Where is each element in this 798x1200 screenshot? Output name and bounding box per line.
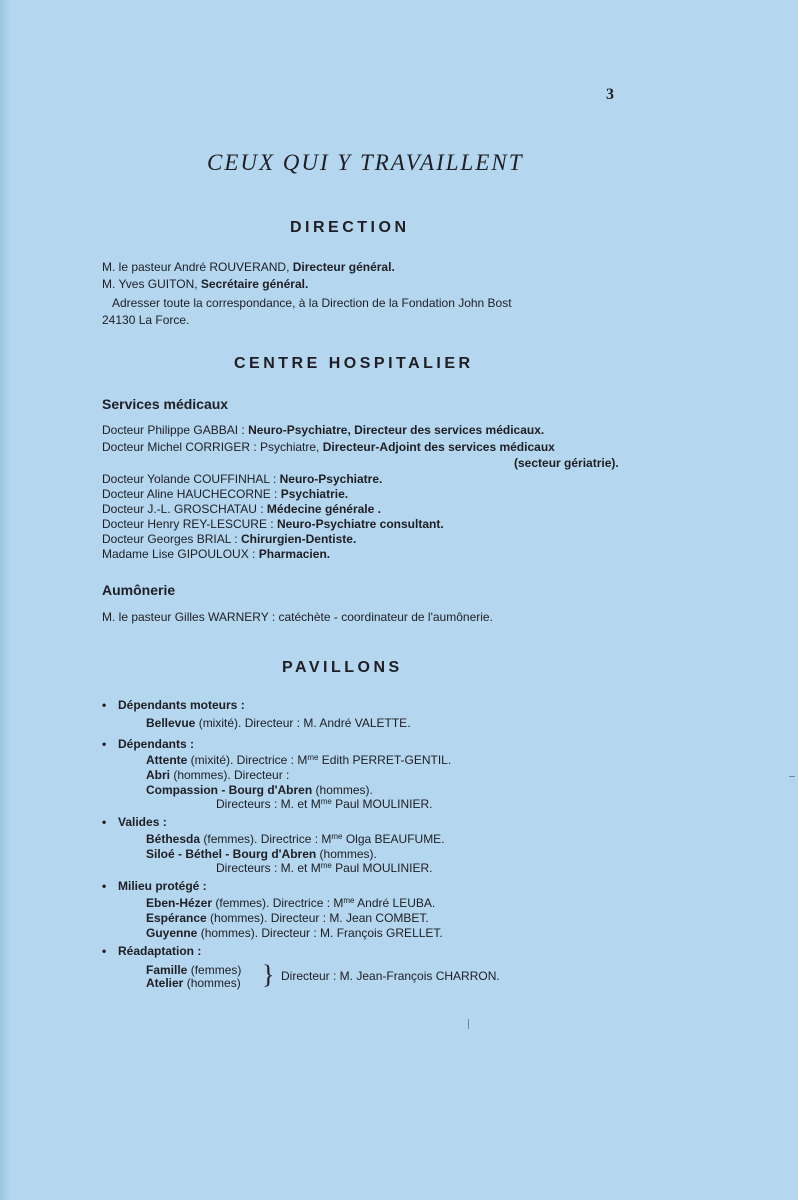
brace-icon: }	[262, 960, 275, 989]
pavillons-heading: PAVILLONS	[282, 659, 403, 676]
services-medicaux-heading: Services médicaux	[102, 396, 229, 412]
pavilion-abri: Abri (hommes). Directeur :	[146, 768, 290, 782]
category-valides: • Valides :	[102, 815, 167, 829]
pavilion-esperance: Espérance (hommes). Directeur : M. Jean COMBET.	[146, 911, 429, 925]
service-line: Madame Lise GIPOULOUX : Pharmacien.	[102, 547, 331, 561]
pavilion-atelier: Atelier (hommes)	[146, 976, 241, 990]
pavilion-siloe: Siloé - Béthel - Bourg d'Abren (hommes).	[146, 847, 377, 861]
direction-line-1: M. le pasteur André ROUVERAND, Directeur général.	[102, 260, 395, 274]
page-number: 3	[606, 86, 614, 103]
service-line: Docteur Michel CORRIGER : Psychiatre, Directeur-Adjoint des services médicaux	[102, 440, 555, 454]
category-readaptation: • Réadaptation :	[102, 944, 202, 958]
bullet-dot: •	[102, 944, 107, 958]
page-left-edge	[0, 0, 10, 1200]
bullet-dot: •	[102, 879, 107, 893]
direction-heading: DIRECTION	[290, 219, 410, 236]
pavilion-compassion-directors: Directeurs : M. et $M^{me}$ Paul MOULINIER.	[216, 797, 433, 811]
category-milieu-protege: • Milieu protégé :	[102, 879, 207, 893]
service-line: Docteur Yolande COUFFINHAL : Neuro-Psychiatre.	[102, 472, 383, 486]
pavilion-bellevue: Bellevue (mixité). Directeur : M. André VALETTE.	[146, 716, 411, 730]
pavilion-attente: Attente (mixité). Directrice : $M^{me}$ Edith PERRET-GENTIL.	[146, 753, 452, 767]
direction-line-3: Adresser toute la correspondance, à la Direction de la Fondation John Bost	[112, 296, 512, 310]
aumonerie-line: M. le pasteur Gilles WARNERY : catéchète - coordinateur de l'aumônerie.	[102, 610, 493, 624]
service-line: Docteur Philippe GABBAI : Neuro-Psychiatre, Directeur des services médicaux.	[102, 423, 545, 437]
service-line: Docteur Henry REY-LESCURE : Neuro-Psychiatre consultant.	[102, 517, 444, 531]
aumonerie-heading: Aumônerie	[102, 582, 176, 598]
service-line: (secteur gériatrie).	[514, 456, 619, 470]
direction-line-2: M. Yves GUITON, Secrétaire général.	[102, 277, 309, 291]
centre-hospitalier-heading: CENTRE HOSPITALIER	[234, 355, 474, 372]
pavilion-siloe-directors: Directeurs : M. et $M^{me}$ Paul MOULINIER.	[216, 861, 433, 875]
page-title: CEUX QUI Y TRAVAILLENT	[207, 150, 524, 175]
readaptation-director: Directeur : M. Jean-François CHARRON.	[281, 969, 500, 983]
pavilion-eben-hezer: Eben-Hézer (femmes). Directrice : $M^{me}$ André LEUBA.	[146, 896, 436, 910]
service-line: Docteur Georges BRIAL : Chirurgien-Dentiste.	[102, 532, 357, 546]
margin-mark	[468, 1019, 469, 1029]
service-line: Docteur Aline HAUCHECORNE : Psychiatrie.	[102, 487, 349, 501]
bullet-dot: •	[102, 737, 107, 751]
pavilion-guyenne: Guyenne (hommes). Directeur : M. François GRELLET.	[146, 926, 443, 940]
category-dependants-moteurs: • Dépendants moteurs :	[102, 698, 245, 712]
pavilion-bethesda: Béthesda (femmes). Directrice : $M^{me}$ Olga BEAUFUME.	[146, 832, 445, 846]
service-line: Docteur J.-L. GROSCHATAU : Médecine générale .	[102, 502, 381, 516]
bullet-dot: •	[102, 698, 107, 712]
direction-line-4: 24130 La Force.	[102, 313, 190, 327]
margin-mark	[789, 776, 795, 777]
bullet-dot: •	[102, 815, 107, 829]
pavilion-famille: Famille (femmes)	[146, 963, 242, 977]
pavilion-compassion: Compassion - Bourg d'Abren (hommes).	[146, 783, 373, 797]
category-dependants: • Dépendants :	[102, 737, 195, 751]
